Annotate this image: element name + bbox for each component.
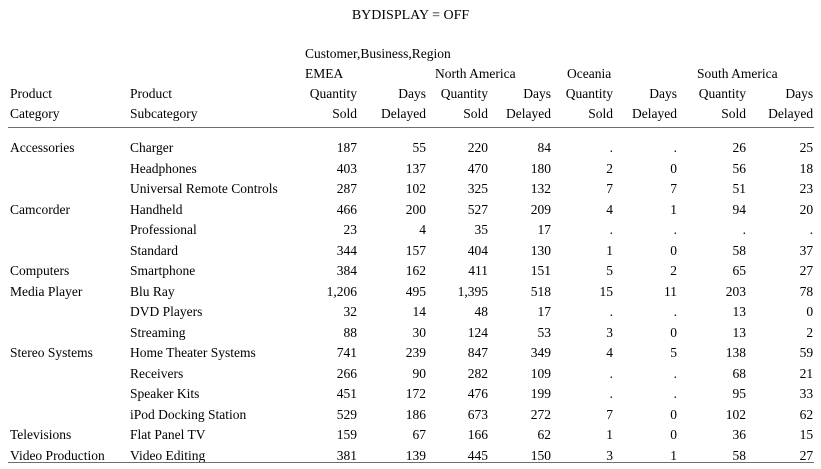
value-cell: 0 bbox=[670, 160, 677, 176]
value-cell: 78 bbox=[799, 283, 814, 299]
category-cell bbox=[10, 384, 130, 405]
days-header-line2: Delayed bbox=[381, 106, 426, 121]
category-header-line1: Product bbox=[10, 86, 52, 101]
value-cell: 162 bbox=[405, 263, 426, 278]
value-cell: 1 bbox=[670, 201, 677, 217]
table-body bbox=[10, 124, 813, 466]
value-cell: 17 bbox=[537, 222, 551, 237]
subcategory-header-line2: Subcategory bbox=[130, 106, 198, 121]
value-cell: 266 bbox=[336, 365, 357, 381]
header-rule bbox=[8, 127, 814, 128]
value-cell: 32 bbox=[343, 304, 357, 319]
region-header-row bbox=[10, 64, 813, 84]
subcategory-cell: iPod Docking Station bbox=[130, 406, 247, 422]
value-cell: . bbox=[673, 365, 677, 381]
value-cell: 138 bbox=[725, 345, 746, 360]
value-cell: 4 bbox=[419, 222, 426, 237]
category-cell: Camcorder bbox=[10, 201, 70, 217]
value-cell: 527 bbox=[467, 201, 488, 217]
subcategory-cell: Universal Remote Controls bbox=[130, 181, 278, 196]
value-cell: 48 bbox=[474, 304, 488, 319]
value-cell: 56 bbox=[732, 160, 746, 176]
value-cell: 102 bbox=[405, 181, 426, 196]
quantity-header-line1: Quantity bbox=[565, 86, 613, 101]
value-cell: 673 bbox=[467, 406, 488, 422]
value-cell: . bbox=[673, 222, 677, 237]
value-cell: 187 bbox=[336, 140, 357, 155]
region-header-south-america: South America bbox=[697, 66, 778, 81]
value-cell: 67 bbox=[412, 427, 426, 442]
value-cell: 130 bbox=[530, 242, 551, 258]
quantity-header-line1: Quantity bbox=[698, 86, 746, 101]
value-cell: 132 bbox=[530, 181, 551, 196]
spanning-header-row bbox=[10, 44, 813, 64]
value-cell: 470 bbox=[467, 160, 488, 176]
measure-header-row-line1 bbox=[10, 84, 813, 104]
value-cell: 451 bbox=[336, 386, 357, 401]
value-cell: 18 bbox=[799, 160, 814, 176]
quantity-header-line2: Sold bbox=[463, 106, 488, 121]
value-cell: 209 bbox=[530, 201, 551, 217]
report-table bbox=[10, 44, 813, 466]
value-cell: 1 bbox=[606, 427, 613, 442]
measure-header-row-line2 bbox=[10, 104, 813, 124]
value-cell: 200 bbox=[405, 201, 426, 217]
value-cell: 172 bbox=[405, 386, 426, 401]
value-cell: 495 bbox=[405, 283, 426, 299]
value-cell: 88 bbox=[343, 324, 357, 340]
value-cell: 186 bbox=[405, 406, 426, 422]
value-cell: 1 bbox=[606, 242, 613, 258]
value-cell: 150 bbox=[530, 447, 551, 463]
value-cell: 62 bbox=[799, 406, 814, 422]
value-cell: 445 bbox=[467, 447, 488, 463]
value-cell: 344 bbox=[336, 242, 357, 258]
subcategory-cell: Headphones bbox=[130, 160, 197, 176]
value-cell: 58 bbox=[732, 447, 746, 463]
value-cell: 7 bbox=[606, 406, 613, 422]
value-cell: 58 bbox=[732, 242, 746, 258]
empty-cell bbox=[10, 44, 294, 64]
value-cell: 14 bbox=[412, 304, 426, 319]
value-cell: 21 bbox=[799, 365, 814, 381]
value-cell: 37 bbox=[799, 242, 814, 258]
region-header-oceania: Oceania bbox=[567, 66, 612, 81]
value-cell: 7 bbox=[670, 181, 677, 196]
value-cell: 239 bbox=[405, 345, 426, 360]
value-cell: 741 bbox=[336, 345, 357, 360]
category-cell bbox=[10, 302, 130, 323]
value-cell: 203 bbox=[725, 283, 746, 299]
quantity-header-line2: Sold bbox=[721, 106, 746, 121]
days-header-line1: Days bbox=[649, 86, 677, 101]
value-cell: 109 bbox=[530, 365, 551, 381]
value-cell: 124 bbox=[467, 324, 488, 340]
value-cell: 59 bbox=[799, 345, 814, 360]
subcategory-cell: DVD Players bbox=[130, 304, 203, 319]
value-cell: 2 bbox=[806, 324, 814, 340]
value-cell: 411 bbox=[468, 263, 488, 278]
value-cell: 166 bbox=[467, 427, 488, 442]
table-row bbox=[10, 405, 813, 426]
value-cell: 272 bbox=[530, 406, 551, 422]
value-cell: 403 bbox=[336, 160, 357, 176]
value-cell: 381 bbox=[336, 447, 357, 463]
value-cell: 139 bbox=[405, 447, 426, 463]
value-cell: 35 bbox=[474, 222, 488, 237]
table-row bbox=[10, 159, 813, 180]
value-cell: . bbox=[609, 386, 613, 401]
value-cell: 53 bbox=[537, 324, 551, 340]
subcategory-cell: Handheld bbox=[130, 201, 183, 217]
table-row bbox=[10, 220, 813, 241]
days-header-line1: Days bbox=[523, 86, 551, 101]
value-cell: 1,395 bbox=[457, 283, 488, 299]
value-cell: 51 bbox=[732, 181, 746, 196]
value-cell: 55 bbox=[412, 140, 426, 155]
value-cell: 95 bbox=[732, 386, 746, 401]
value-cell: 159 bbox=[336, 427, 357, 442]
value-cell: 20 bbox=[799, 201, 814, 217]
value-cell: 3 bbox=[606, 447, 613, 463]
value-cell: 157 bbox=[405, 242, 426, 258]
table-row bbox=[10, 138, 813, 159]
value-cell: 3 bbox=[606, 324, 613, 340]
quantity-header-line1: Quantity bbox=[309, 86, 357, 101]
subcategory-cell: Charger bbox=[130, 140, 174, 155]
quantity-header-line2: Sold bbox=[332, 106, 357, 121]
table-header bbox=[10, 44, 813, 124]
value-cell: 180 bbox=[530, 160, 551, 176]
category-cell bbox=[10, 405, 130, 426]
subcategory-cell: Standard bbox=[130, 242, 178, 258]
value-cell: . bbox=[609, 304, 613, 319]
subcategory-cell: Video Editing bbox=[130, 447, 206, 463]
value-cell: 0 bbox=[670, 324, 677, 340]
quantity-header-line2: Sold bbox=[588, 106, 613, 121]
value-cell: 282 bbox=[467, 365, 488, 381]
subcategory-cell: Professional bbox=[130, 222, 197, 237]
table-row bbox=[10, 261, 813, 282]
value-cell: . bbox=[809, 222, 814, 237]
value-cell: 4 bbox=[606, 201, 613, 217]
value-cell: 23 bbox=[799, 181, 814, 196]
value-cell: 384 bbox=[336, 263, 357, 278]
value-cell: 27 bbox=[799, 447, 814, 463]
value-cell: 0 bbox=[670, 406, 677, 422]
value-cell: 476 bbox=[467, 386, 488, 401]
region-header-north-america: North America bbox=[435, 66, 516, 81]
days-header-line2: Delayed bbox=[768, 106, 814, 121]
days-header-line2: Delayed bbox=[506, 106, 551, 121]
category-cell bbox=[10, 220, 130, 241]
value-cell: . bbox=[609, 365, 613, 381]
category-header-line2: Category bbox=[10, 106, 60, 121]
value-cell: . bbox=[742, 222, 746, 237]
bottom-rule bbox=[8, 462, 814, 463]
value-cell: 62 bbox=[537, 427, 551, 442]
value-cell: 5 bbox=[606, 263, 613, 278]
value-cell: 287 bbox=[336, 181, 357, 196]
table-row bbox=[10, 179, 813, 200]
value-cell: 11 bbox=[664, 283, 677, 299]
subcategory-cell: Flat Panel TV bbox=[130, 427, 206, 442]
category-cell: Accessories bbox=[10, 140, 75, 155]
value-cell: 0 bbox=[670, 242, 677, 258]
value-cell: 102 bbox=[725, 406, 746, 422]
table-row bbox=[10, 323, 813, 344]
value-cell: 30 bbox=[412, 324, 426, 340]
value-cell: 15 bbox=[799, 427, 814, 442]
value-cell: 325 bbox=[467, 181, 488, 196]
value-cell: 466 bbox=[336, 201, 357, 217]
category-cell: Video Production bbox=[10, 447, 105, 463]
value-cell: 25 bbox=[799, 140, 814, 155]
value-cell: 4 bbox=[606, 345, 613, 360]
value-cell: 1 bbox=[670, 447, 677, 463]
table-row bbox=[10, 302, 813, 323]
value-cell: 2 bbox=[606, 160, 613, 176]
value-cell: 7 bbox=[606, 181, 613, 196]
category-cell: Stereo Systems bbox=[10, 345, 93, 360]
value-cell: 90 bbox=[412, 365, 426, 381]
subcategory-cell: Streaming bbox=[130, 324, 186, 340]
value-cell: 151 bbox=[530, 263, 551, 278]
quantity-header-line1: Quantity bbox=[440, 86, 488, 101]
value-cell: 349 bbox=[530, 345, 551, 360]
value-cell: . bbox=[609, 140, 613, 155]
value-cell: 17 bbox=[537, 304, 551, 319]
value-cell: 220 bbox=[467, 140, 488, 155]
value-cell: 36 bbox=[732, 427, 746, 442]
subcategory-cell: Home Theater Systems bbox=[130, 345, 256, 360]
value-cell: . bbox=[673, 304, 677, 319]
category-cell bbox=[10, 159, 130, 180]
value-cell: 84 bbox=[537, 140, 551, 155]
value-cell: 847 bbox=[467, 345, 488, 360]
table-row bbox=[10, 200, 813, 221]
category-cell: Televisions bbox=[10, 427, 72, 442]
category-cell bbox=[10, 179, 130, 200]
category-cell: Media Player bbox=[10, 283, 83, 299]
value-cell: 68 bbox=[732, 365, 746, 381]
table-row bbox=[10, 384, 813, 405]
value-cell: 199 bbox=[530, 386, 551, 401]
value-cell: 13 bbox=[732, 324, 746, 340]
table-row bbox=[10, 425, 813, 446]
value-cell: 23 bbox=[343, 222, 357, 237]
value-cell: 27 bbox=[799, 263, 814, 278]
value-cell: 26 bbox=[732, 140, 746, 155]
days-header-line2: Delayed bbox=[632, 106, 677, 121]
value-cell: 404 bbox=[467, 242, 488, 258]
region-header-emea: EMEA bbox=[305, 66, 344, 81]
value-cell: 0 bbox=[806, 304, 814, 319]
subcategory-cell: Speaker Kits bbox=[130, 386, 200, 401]
value-cell: 518 bbox=[530, 283, 551, 299]
subcategory-header-line1: Product bbox=[130, 86, 172, 101]
table-row bbox=[10, 241, 813, 262]
value-cell: . bbox=[609, 222, 613, 237]
days-header-line1: Days bbox=[785, 86, 814, 101]
value-cell: 13 bbox=[732, 304, 746, 319]
page-title: BYDISPLAY = OFF bbox=[351, 8, 470, 23]
subcategory-cell: Blu Ray bbox=[130, 283, 175, 299]
value-cell: 94 bbox=[732, 201, 746, 217]
subcategory-cell: Receivers bbox=[130, 365, 184, 381]
value-cell: 0 bbox=[670, 427, 677, 442]
value-cell: . bbox=[673, 140, 677, 155]
days-header-line1: Days bbox=[398, 86, 426, 101]
subcategory-cell: Smartphone bbox=[130, 263, 196, 278]
value-cell: 529 bbox=[336, 406, 357, 422]
value-cell: 137 bbox=[405, 160, 426, 176]
value-cell: 5 bbox=[670, 345, 677, 360]
table-row bbox=[10, 364, 813, 385]
table-row bbox=[10, 282, 813, 303]
value-cell: . bbox=[673, 386, 677, 401]
empty-cell bbox=[10, 64, 294, 84]
category-cell bbox=[10, 323, 130, 344]
category-cell bbox=[10, 364, 130, 385]
category-cell bbox=[10, 241, 130, 262]
value-cell: 33 bbox=[799, 386, 814, 401]
value-cell: 2 bbox=[670, 263, 677, 278]
table-row bbox=[10, 343, 813, 364]
value-cell: 15 bbox=[599, 283, 613, 299]
category-cell: Computers bbox=[10, 263, 70, 278]
group-span-header: Customer,Business,Region bbox=[305, 46, 451, 61]
value-cell: 1,206 bbox=[326, 283, 357, 299]
value-cell: 65 bbox=[732, 263, 746, 278]
